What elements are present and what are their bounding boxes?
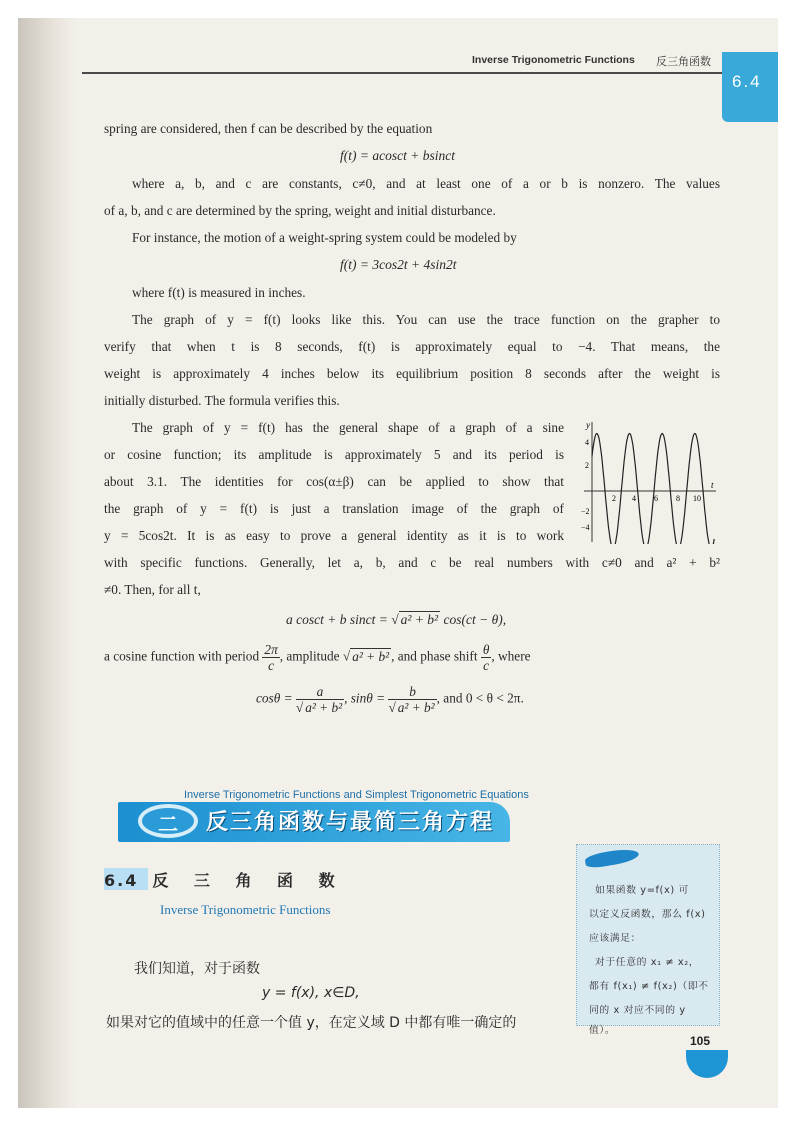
line-17-b: , amplitude xyxy=(279,648,343,664)
body-line-7: verify that when t is 8 seconds, f(t) is approximately equal to −4. That means, the xyxy=(104,339,720,354)
sin-den: a² + b² xyxy=(397,700,435,715)
y-tick-4: 4 xyxy=(585,438,589,447)
phase-num: θ xyxy=(482,642,490,657)
note-line-2: 以定义反函数，那么 f(x) xyxy=(589,909,706,920)
body-line-5: where f(t) is measured in inches. xyxy=(132,285,306,300)
body-line-4: For instance, the motion of a weight-spring system could be modeled by xyxy=(132,230,517,245)
page-number: 105 xyxy=(690,1034,711,1048)
subsection-title-zh: 反 三 角 函 数 xyxy=(152,871,345,890)
header-title-zh: 反三角函数 xyxy=(656,55,711,68)
phase-fraction xyxy=(481,642,492,673)
body-line-15: with specific functions. Generally, let a, b, and c be real numbers with c≠0 and a² + b² xyxy=(104,555,720,570)
phase-den: c xyxy=(483,658,490,673)
eq4-cos: cosθ = xyxy=(256,690,296,706)
subsection-title-en: Inverse Trigonometric Functions xyxy=(160,902,331,917)
body-line-13: the graph of y = f(t) is just a translation image of the graph of xyxy=(104,501,564,516)
cos-num: a xyxy=(296,684,344,700)
eq4-end: , and 0 < θ < 2π. xyxy=(436,690,524,706)
body-line-9: initially disturbed. The formula verifies this. xyxy=(104,393,340,408)
note-line-3: 应该满足： xyxy=(589,933,641,944)
note-line-6: 同的 x 对应不同的 y 值）。 xyxy=(589,1005,686,1036)
book-spine-shadow xyxy=(18,18,78,1108)
subsection-number: 6.4 xyxy=(104,871,139,890)
t-axis-label: t xyxy=(711,480,714,490)
body-line-11: or cosine function; its amplitude is approximately 5 and its period is xyxy=(104,447,564,462)
note-line-4: 对于任意的 x₁ ≠ x₂， xyxy=(595,957,700,968)
amplitude-root: a² + b² xyxy=(352,648,390,664)
zh-equation: y = f(x), x∈D, xyxy=(262,985,360,1001)
section-tab-label: 6.4 xyxy=(732,72,762,91)
equation-3-right: cos(ct − θ), xyxy=(440,612,507,627)
zh-line-1: 我们知道，对于函数 xyxy=(134,961,260,977)
line-17-a: a cosine function with period xyxy=(104,648,263,664)
t-tick-4: 4 xyxy=(632,494,636,503)
equation-3-root: a² + b² xyxy=(400,612,439,627)
period-den: c xyxy=(268,658,275,673)
wave-graph xyxy=(574,418,720,544)
banner-number: 二 xyxy=(158,812,178,836)
banner-number-ring xyxy=(138,804,198,838)
sin-fraction: $\frac{b}{\text{√ a² + b²}}$ xyxy=(388,684,435,715)
body-line-3: of a, b, and c are determined by the spring, weight and initial disturbance. xyxy=(104,203,496,218)
section-tab xyxy=(722,52,778,122)
header-title-en: Inverse Trigonometric Functions xyxy=(472,54,635,66)
equation-4 xyxy=(256,684,524,715)
sin-num: b xyxy=(388,684,436,700)
section-banner xyxy=(118,802,510,842)
t-tick-2: 2 xyxy=(612,494,616,503)
body-line-6: The graph of y = f(t) looks like this. You can use the trace function on the grapher to xyxy=(132,312,720,327)
banner-title-zh: 反三角函数与最简三角方程 xyxy=(206,810,495,835)
period-fraction xyxy=(262,642,279,673)
y-tick-neg2: −2 xyxy=(581,507,590,516)
t-tick-8: 8 xyxy=(676,494,680,503)
line-17-d: , where xyxy=(491,648,531,664)
t-tick-6: 6 xyxy=(654,494,658,503)
margin-note xyxy=(576,844,720,1036)
brush-stroke-decoration xyxy=(584,846,640,869)
line-17-c: , and phase shift xyxy=(391,648,481,664)
note-line-5: 都有 f(x₁) ≠ f(x₂)（即不 xyxy=(589,981,709,992)
zh-line-2: 如果对它的值域中的任意一个值 y，在定义域 D 中都有唯一确定的 xyxy=(106,1015,517,1031)
wave-curve xyxy=(592,434,714,545)
banner-subtitle-en: Inverse Trigonometric Functions and Simplest Trigonometric Equations xyxy=(184,789,529,801)
body-line-10: The graph of y = f(t) has the general shape of a graph of a sine xyxy=(132,420,564,435)
header-rule xyxy=(82,72,722,74)
body-line-1: spring are considered, then f can be described by the equation xyxy=(104,121,433,136)
body-line-14: y = 5cos2t. It is as easy to prove a general identity as it is to work xyxy=(104,528,564,543)
note-line-1: 如果函数 y=f(x) 可 xyxy=(595,885,689,896)
equation-1: f(t) = acosct + bsinct xyxy=(340,148,455,163)
body-line-16: ≠0. Then, for all t, xyxy=(104,582,201,597)
y-axis-label: y xyxy=(586,420,590,430)
equation-3-left: a cosct + b sinct = xyxy=(286,612,392,627)
equation-2: f(t) = 3cos2t + 4sin2t xyxy=(340,257,457,272)
t-tick-10: 10 xyxy=(693,494,701,503)
body-line-8: weight is approximately 4 inches below its equilibrium position 8 seconds after the weight is xyxy=(104,366,720,381)
equation-3: a cosct + b sinct = √ a² + b² cos(ct − θ), xyxy=(286,612,507,627)
body-line-17: a cosine function with period $\frac{2\pi}{c}$ , amplitude √ a² + b² , and phase shift $\frac{\theta}{c}$ , where xyxy=(104,642,531,673)
subsection-heading xyxy=(104,868,345,891)
eq4-sin: , sinθ = xyxy=(344,690,389,706)
cos-fraction: $\frac{a}{\text{√ a² + b²}}$ xyxy=(295,684,343,715)
body-line-12: about 3.1. The identities for cos(α±β) can be applied to show that xyxy=(104,474,564,489)
y-tick-neg4: −4 xyxy=(581,523,590,532)
y-tick-2: 2 xyxy=(585,461,589,470)
period-num: 2π xyxy=(264,642,278,657)
body-line-2: where a, b, and c are constants, c≠0, and at least one of a or b is nonzero. The values xyxy=(132,176,720,191)
cos-den: a² + b² xyxy=(305,700,343,715)
